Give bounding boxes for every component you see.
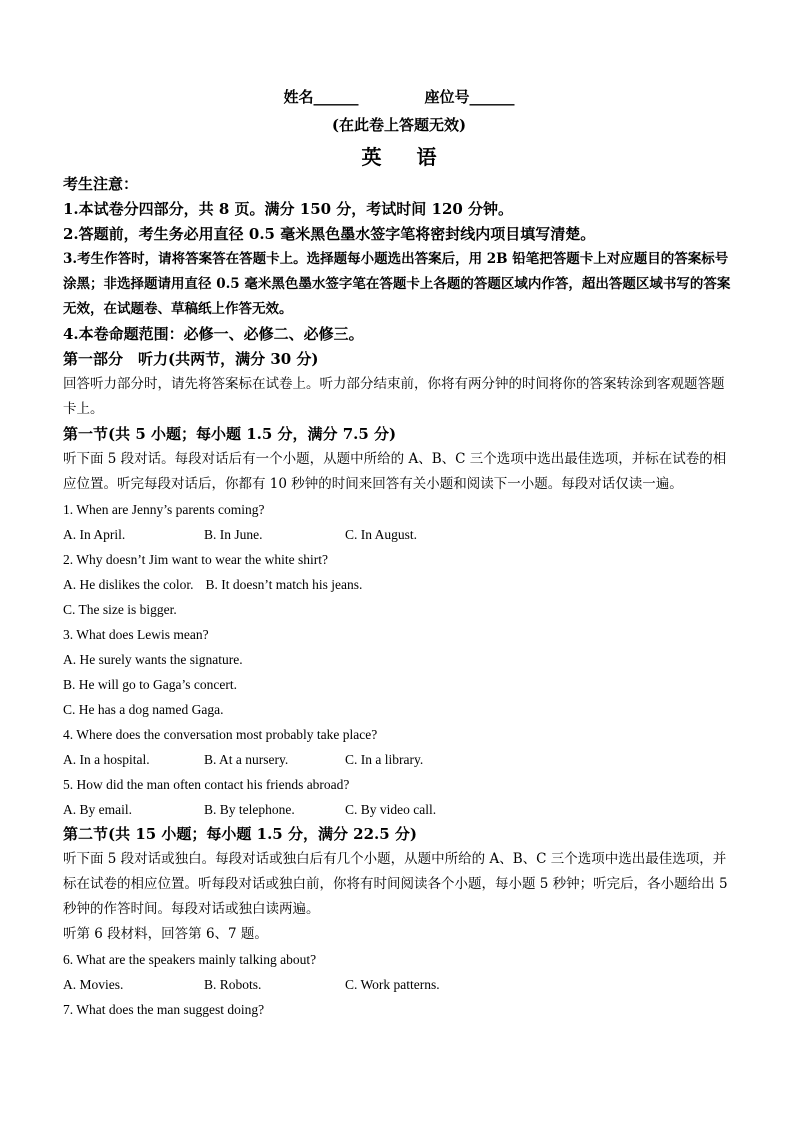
option-c[interactable]: C. In August. <box>345 527 418 542</box>
option-c[interactable]: C. In a library. <box>345 752 424 767</box>
question-4-options <box>63 747 735 772</box>
notice-item-2: 2.答题前，考生务必用直径 0.5 毫米黑色墨水签字笔将密封线内项目填写清楚。 <box>63 225 596 243</box>
option-c[interactable]: C. Work patterns. <box>345 977 440 992</box>
notice-item-3: 3.考生作答时，请将答案答在答题卡上。选择题每小题选出答案后，用 2B 铅笔把答题卡上对应题目的答案标号涂黑；非选择题请用直径 0.5 毫米黑色墨水签字笔在答题卡上各题的答题区域内作答，超出答题区域书写的答案无效，在试题卷、草稿纸上作答无效。 <box>63 251 731 317</box>
question-5: 5. How did the man often contact his friends abroad? <box>63 777 350 792</box>
question-1: 1. When are Jenny’s parents coming? <box>63 502 265 517</box>
option-b[interactable]: B. At a nursery. <box>204 752 289 767</box>
notice-item-4: 4.本卷命题范围：必修一、必修二、必修三。 <box>63 325 364 343</box>
name-field[interactable]: 姓名______ <box>283 88 359 106</box>
section2-heading: 第二节(共 15 小题；每小题 1.5 分，满分 22.5 分) <box>63 825 418 843</box>
part1-heading: 第一部分 听力(共两节，满分 30 分) <box>63 350 319 368</box>
question-4: 4. Where does the conversation most probably take place? <box>63 727 378 742</box>
question-5-options <box>63 797 735 822</box>
option-a[interactable]: A. He surely wants the signature. <box>63 652 243 667</box>
option-c[interactable]: C. He has a dog named Gaga. <box>63 702 224 717</box>
notice-heading: 考生注意： <box>63 175 139 193</box>
option-b[interactable]: B. In June. <box>204 527 263 542</box>
part1-intro: 回答听力部分时，请先将答案标在试卷上。听力部分结束前，你将有两分钟的时间将你的答案转涂到客观题答题卡上。 <box>63 376 725 417</box>
exam-page <box>63 86 735 1022</box>
section2-intro: 听下面 5 段对话或独白。每段对话或独白后有几个小题，从题中所给的 A、B、C 三个选项中选出最佳选项，并标在试卷的相应位置。听每段对话或独白前，你将有时间阅读各个小题，每小题 5 秒钟；听完后，各小题给出 5 秒钟的作答时间。每段对话或独白读两遍。 <box>63 851 728 917</box>
option-a[interactable]: A. By email. <box>63 802 132 817</box>
option-a[interactable]: A. In April. <box>63 527 126 542</box>
answer-invalid-note: (在此卷上答题无效) <box>331 116 467 134</box>
question-3: 3. What does Lewis mean? <box>63 627 209 642</box>
page-title: 英 语 <box>361 145 451 169</box>
candidate-info-line <box>63 86 735 108</box>
section1-heading: 第一节(共 5 小题；每小题 1.5 分，满分 7.5 分) <box>63 425 397 443</box>
question-2: 2. Why doesn’t Jim want to wear the white shirt? <box>63 552 328 567</box>
question-2-options <box>63 572 735 597</box>
seat-number-field[interactable]: 座位号______ <box>424 88 515 106</box>
option-b[interactable]: B. By telephone. <box>204 802 295 817</box>
option-a[interactable]: A. Movies. <box>63 977 124 992</box>
question-7: 7. What does the man suggest doing? <box>63 1002 265 1017</box>
option-b[interactable]: B. It doesn’t match his jeans. <box>205 577 363 592</box>
question-1-options <box>63 522 735 547</box>
option-c[interactable]: C. By video call. <box>345 802 437 817</box>
section1-intro: 听下面 5 段对话。每段对话后有一个小题，从题中所给的 A、B、C 三个选项中选出最佳选项，并标在试卷的相应位置。听完每段对话后，你都有 10 秒钟的时间来回答有关小题和阅读下一小题。每段对话仅读一遍。 <box>63 451 727 492</box>
notice-item-1: 1.本试卷分四部分，共 8 页。满分 150 分，考试时间 120 分钟。 <box>63 200 514 218</box>
question-6: 6. What are the speakers mainly talking about? <box>63 952 317 967</box>
option-b[interactable]: B. Robots. <box>204 977 262 992</box>
option-a[interactable]: A. He dislikes the color. <box>63 577 194 592</box>
option-a[interactable]: A. In a hospital. <box>63 752 150 767</box>
option-c[interactable]: C. The size is bigger. <box>63 602 177 617</box>
option-b[interactable]: B. He will go to Gaga’s concert. <box>63 677 237 692</box>
question-6-options <box>63 972 735 997</box>
material-6-note: 听第 6 段材料，回答第 6、7 题。 <box>63 926 268 942</box>
